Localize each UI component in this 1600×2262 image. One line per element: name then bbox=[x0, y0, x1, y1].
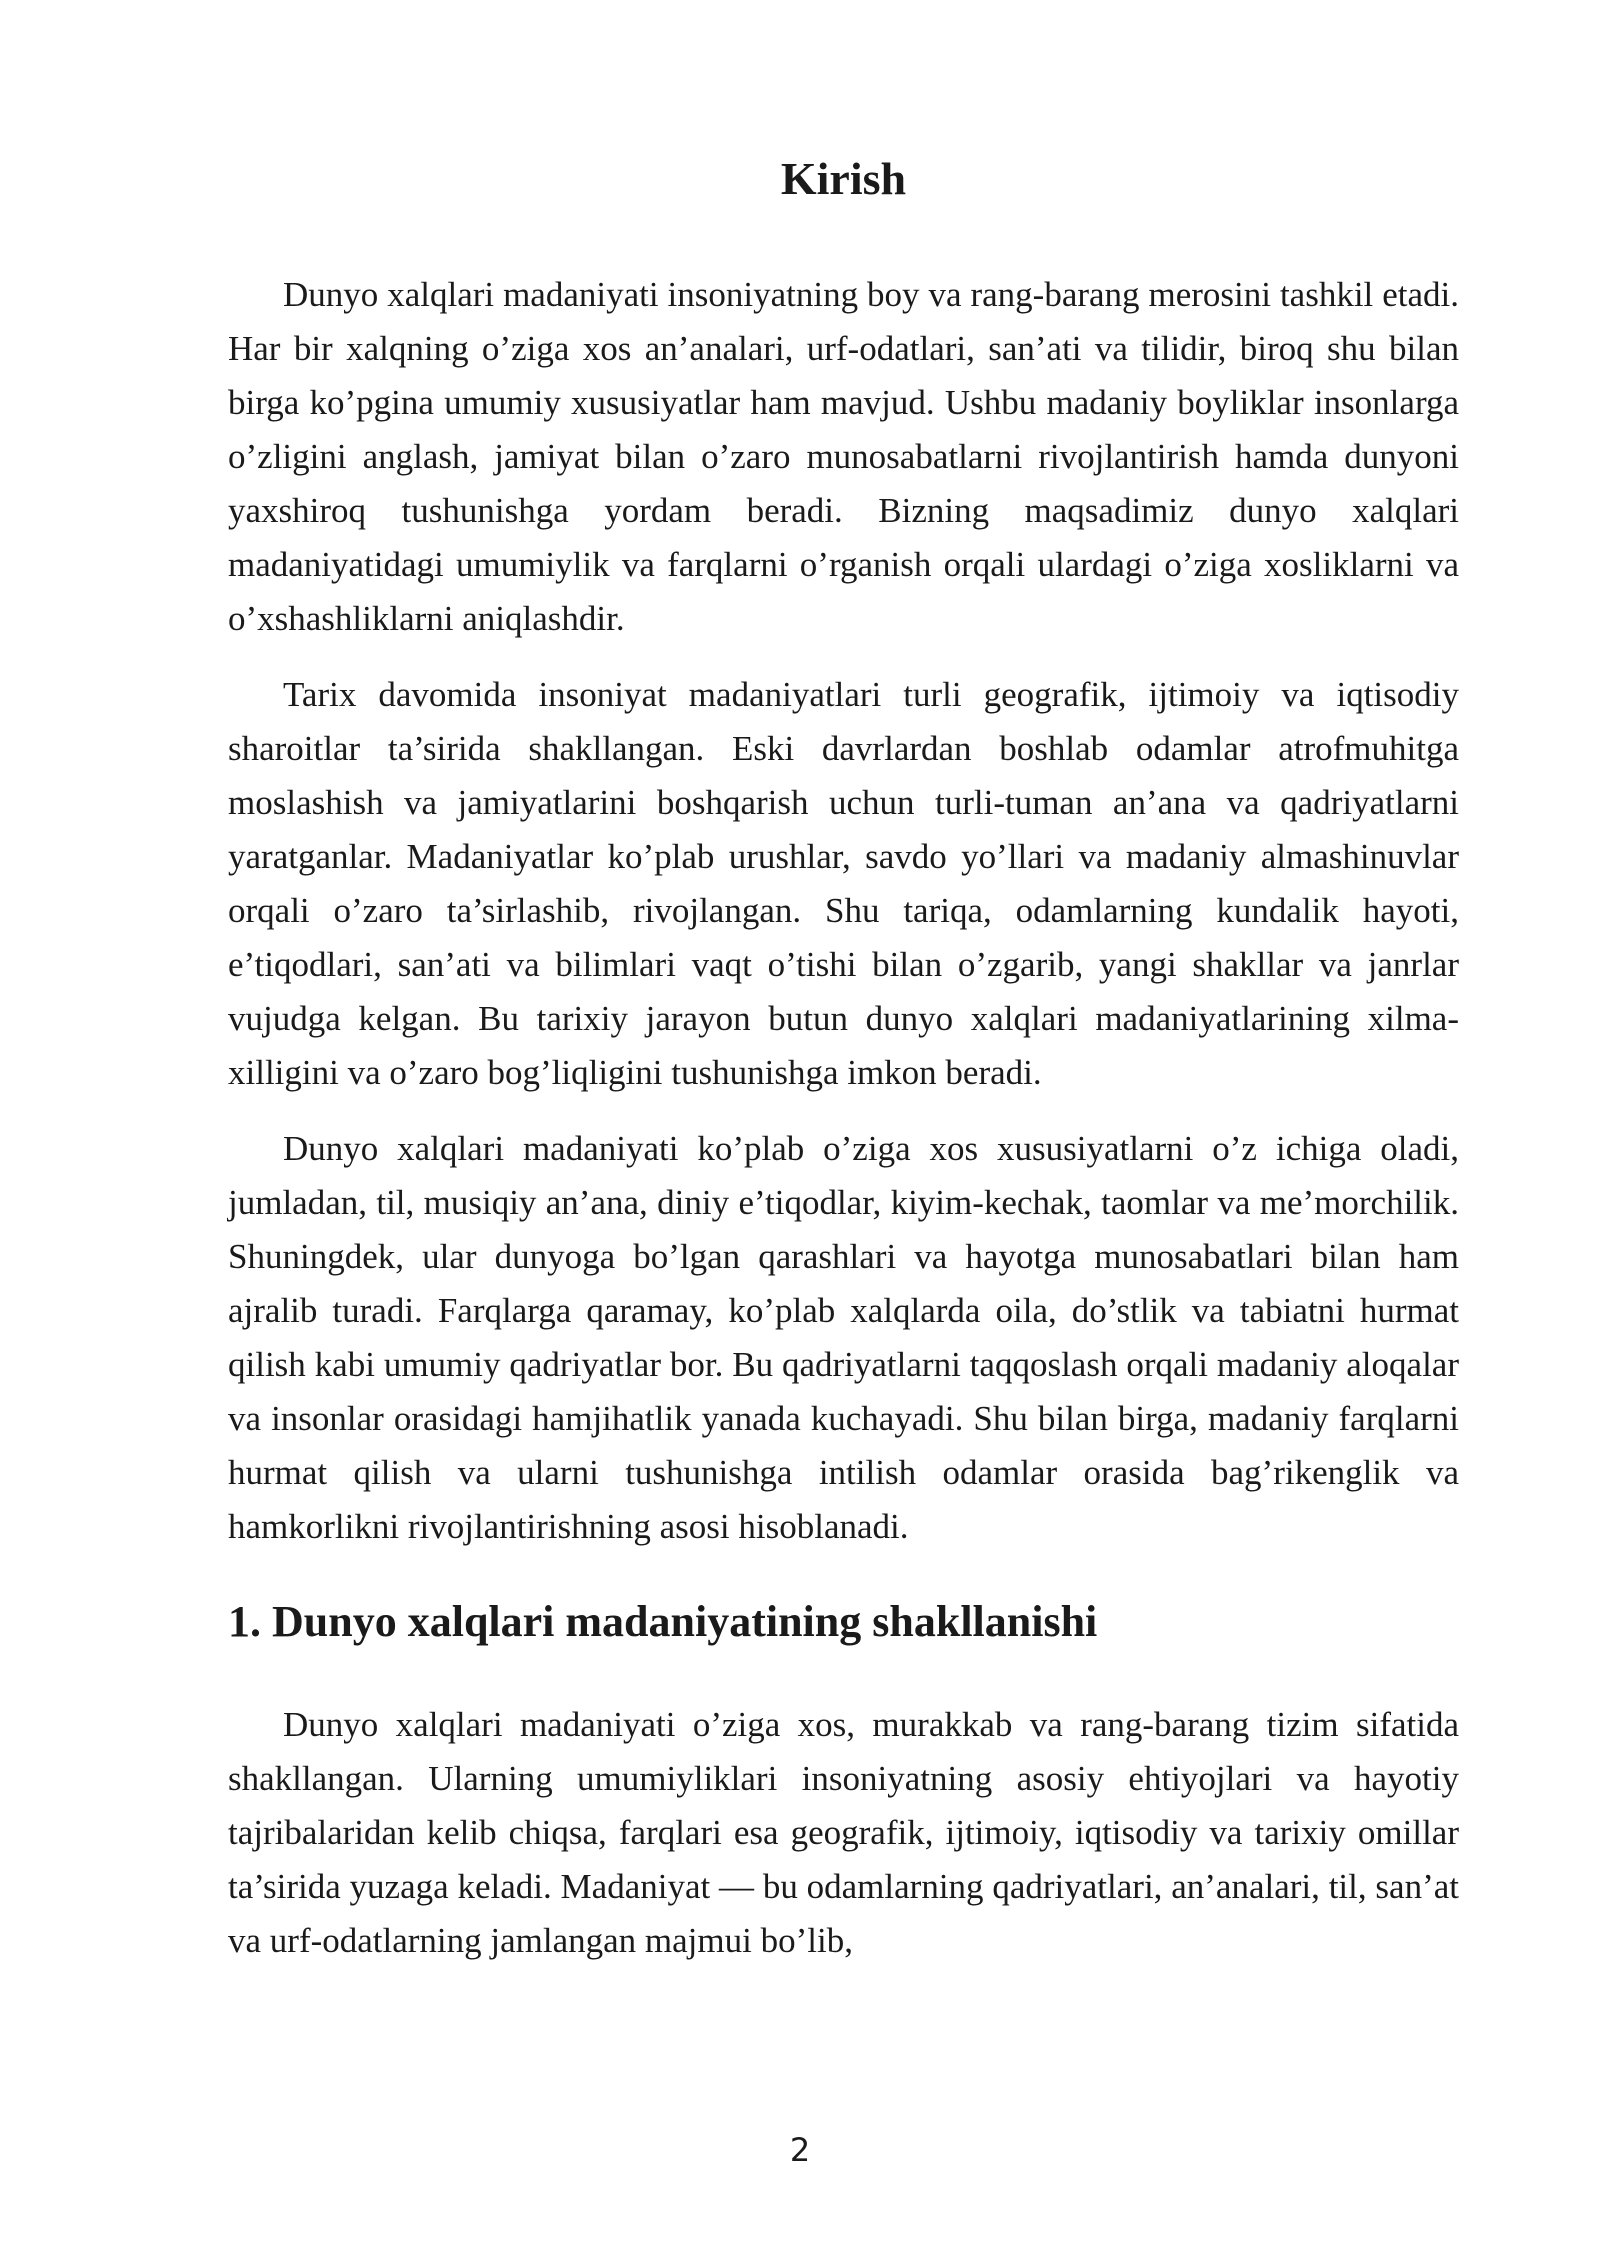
intro-paragraph-3: Dunyo xalqlari madaniyati ko’plab o’ziga xos xususiyatlarni o’z ichiga oladi, jumladan, til, musiqiy an’ana, diniy e’tiqodlar, kiyim-kechak, taomlar va me’morchilik. Shuningdek, ular dunyoga bo’lgan qarashlari va hayotga munosabatlari bilan ham ajralib turadi. Farqlarga qaramay, ko’plab xalqlarda oila, do’stlik va tabiatni hurmat qilish kabi umumiy qadriyatlar bor. Bu qadriyatlarni taqqoslash orqali madaniy aloqalar va insonlar orasidagi hamjihatlik yanada kuchayadi. Shu bilan birga, madaniy farqlarni hurmat qilish va ularni tushunishga intilish odamlar orasida bag’rikenglik va hamkorlikni rivojlantirishning asosi hisoblanadi. bbox=[228, 1129, 1459, 1546]
section-paragraph-1: Dunyo xalqlari madaniyati o’ziga xos, murakkab va rang-barang tizim sifatida shakllangan. Ularning umumiyliklari insoniyatning asosiy ehtiyojlari va hayotiy tajribalaridan kelib chiqsa, farqlari esa geografik, ijtimoiy, iqtisodiy va tarixiy omillar ta’sirida yuzaga keladi. Madaniyat — bu odamlarning qadriyatlari, an’analari, til, san’at va urf-odatlarning jamlangan majmui bo’lib, bbox=[228, 1705, 1459, 1960]
intro-paragraph-2: Tarix davomida insoniyat madaniyatlari turli geografik, ijtimoiy va iqtisodiy sharoitlar ta’sirida shakllangan. Eski davrlardan boshlab odamlar atrofmuhitga moslashish va jamiyatlarini boshqarish uchun turli-tuman an’ana va qadriyatlarni yaratganlar. Madaniyatlar ko’plab urushlar, savdo yo’llari va madaniy almashinuvlar orqali o’zaro ta’sirlashib, rivojlangan. Shu tariqa, odamlarning kundalik hayoti, e’tiqodlari, san’ati va bilimlari vaqt o’tishi bilan o’zgarib, yangi shakllar va janrlar vujudga kelgan. Bu tarixiy jarayon butun dunyo xalqlari madaniyatlarining xilma-xilligini va o’zaro bog’liqligini tushunishga imkon beradi. bbox=[228, 675, 1459, 1092]
section-heading: 1. Dunyo xalqlari madaniyatining shakllanishi bbox=[228, 1597, 1098, 1646]
document-page bbox=[228, 148, 1459, 1968]
page-title: Kirish bbox=[780, 153, 907, 204]
page-number: 2 bbox=[789, 2131, 811, 2169]
intro-paragraph-1: Dunyo xalqlari madaniyati insoniyatning boy va rang-barang merosini tashkil etadi. Har bir xalqning o’ziga xos an’analari, urf-odatlari, san’ati va tilidir, biroq shu bilan birga ko’pgina umumiy xususiyatlar ham mavjud. Ushbu madaniy boyliklar insonlarga o’zligini anglash, jamiyat bilan o’zaro munosabatlarni rivojlantirish hamda dunyoni yaxshiroq tushunishga yordam beradi. Bizning maqsadimiz dunyo xalqlari madaniyatidagi umumiylik va farqlarni o’rganish orqali ulardagi o’ziga xosliklarni va o’xshashliklarni aniqlashdir. bbox=[228, 275, 1459, 638]
